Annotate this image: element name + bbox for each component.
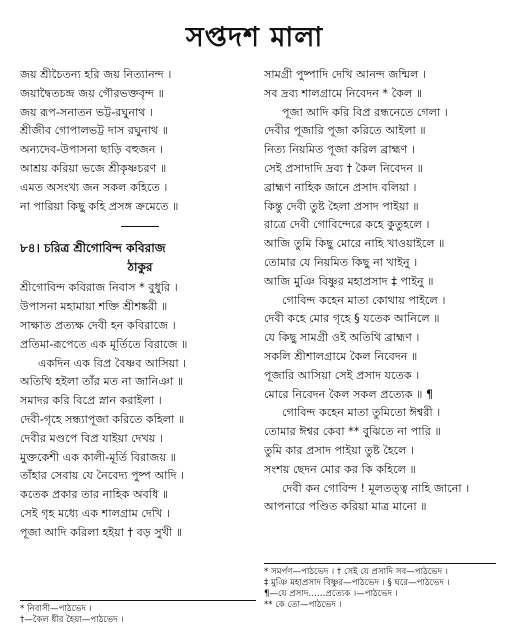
verse-line: দেবী কন গোবিন্দ ! মূলতত্ত্ব নাহি জানো । xyxy=(282,481,470,495)
verse-line: অতিথি হইলা তাঁর মত না জানিঞা ॥ xyxy=(20,375,184,389)
verse-line: সেই গৃহ মধ্যে এক শালগ্রাম দেখি । xyxy=(20,506,170,520)
verse-line: সকলি শ্রীশালগ্রামে কৈল নিবেদন ॥ xyxy=(264,349,418,363)
footnotes-left xyxy=(20,600,256,626)
verse-line: সব দ্রব্য শালগ্রামে নিবেদন * কৈল ॥ xyxy=(264,86,423,100)
page-title: সপ্তদশ মালা xyxy=(185,22,324,53)
verse-line: আপনারে পণ্ডিত করিয়া মাত্র মানো ॥ xyxy=(264,500,427,514)
verse-line: জয় শ্রীচৈতন্য হরি জয় নিত্যানন্দ । xyxy=(20,68,172,81)
verse-line: অন্যদেব-উপাসনা ছাড়ি বহুজন । xyxy=(20,143,164,157)
verse-line: কিন্তু দেবী তুষ্ট হৈলা প্রসাদ পাইয়া ॥ xyxy=(264,199,419,213)
verse-line: পূজা আদি করি বিপ্র রন্ধনেতে গেলা । xyxy=(282,105,448,119)
section-heading: ৮৪। চরিত্র শ্রীগোবিন্দ কবিরাজ xyxy=(20,241,166,256)
verse-line: সামগ্রী পুষ্পাদি দেখি আনন্দ জন্মিল । xyxy=(264,68,426,81)
footnotes-right xyxy=(264,563,496,611)
verse-line: শ্রীগোবিন্দ কবিরাজ নিবাস * বুধুরি । xyxy=(20,281,178,295)
verse-line: পূজারি আসিয়া সেই প্রসাদ যতেক । xyxy=(264,368,420,382)
verse-line: গোবিন্দ কহেন মাতা তুমিতো ঈশ্বরী । xyxy=(282,406,441,420)
verse-line: মোরে নিবেদন কৈল সকল প্রত্যেক ॥ ¶ xyxy=(264,387,434,401)
footnote: ‡ মুঞি মহাপ্রসাদ বিষ্ণুর—পাঠভেদ । § ঘরে—পাঠভেদ । xyxy=(264,578,450,588)
verse-line: মুক্তকেশী এক কালী-মূর্তি বিরাজয় ॥ xyxy=(20,450,176,464)
verse-line: দেবী-গৃহে সন্ধ্যাপূজা করিতে কহিলা ॥ xyxy=(20,412,185,426)
verse-line: তাঁহার সেবায় যে নৈবেদ্য পুষ্প আদি । xyxy=(20,469,185,483)
verse-line: জয়াদ্বৈতচন্দ্র জয় গৌরভক্তবৃন্দ ॥ xyxy=(20,86,164,100)
verse-line: দেবীর মণ্ডপে বিপ্র যাইয়া দেখয় । xyxy=(20,431,164,445)
verse-line: প্রতিমা-রূপেতে এক মূর্তিতে বিরাজে ॥ xyxy=(20,337,188,351)
verse-line: কতেক প্রকার তার নাহিক অবধি ॥ xyxy=(20,488,169,502)
verse-line: তোমার ঈশ্বর কেবা ** বুঝিতে না পারি ॥ xyxy=(264,425,441,439)
footnote: ** কে তো—পাঠভেদ । xyxy=(264,600,342,610)
verse-line: দেবী কহে মোর গৃহে § যতেক আনিলে ॥ xyxy=(264,312,440,326)
verse-line: এমত অসংখ্য জন সকল কহিতে । xyxy=(20,180,168,194)
verse-line: পূজা আদি করিলা হইয়া † বড় সুখী ॥ xyxy=(20,525,183,539)
verse-line: রাত্রে দেবী গোবিন্দেরে কহে কুতুহলে । xyxy=(264,218,430,232)
verse-line: ব্রাহ্মণ নাহিক জানে প্রসাদ বলিয়া । xyxy=(264,180,417,194)
verse-line: তুমি কার প্রসাদ পাইয়া তুষ্ট হৈলে । xyxy=(264,443,415,457)
left-column xyxy=(20,66,260,543)
verse-line: সেই প্রসাদাদি দ্রব্য † কৈল নিবেদন ॥ xyxy=(264,161,423,175)
verse-line: একদিন এক বিপ্র বৈষ্ণব আসিয়া । xyxy=(38,356,187,370)
footnote: * সমর্পণ—পাঠভেদ । † সেই যে প্রসাদি সব—পাঠভেদ । xyxy=(264,567,448,577)
verse-line: না পারিয়া কিছু কহি প্রসঙ্গ ক্রমেতে ॥ xyxy=(20,199,179,213)
verse-line: নিত্য নিয়মিত পূজা করিল ব্রাহ্মণ । xyxy=(264,143,415,157)
verse-line: তোমার যে নিয়মিত কিছু না খাইনু । xyxy=(264,255,418,269)
verse-line: উপাসনা মহামায়া শক্তি শ্রীশঙ্করী ॥ xyxy=(20,300,168,314)
verse-line: দেবীর পূজারি পূজা করিতে আইলা ॥ xyxy=(264,124,426,138)
verse-line: আজি তুমি কিছু মোরে নাহি খাওয়াইলে ॥ xyxy=(264,237,445,251)
verse-line: আশ্রয় করিয়া ভজে শ্রীকৃষ্ণচরণ ॥ xyxy=(20,161,167,175)
footnote: * নিবাসী—পাঠভেদ । xyxy=(20,604,92,614)
footnote: ¶—যে প্রসাদ……প্রত্যেক ।—পাঠভেদ । xyxy=(264,589,398,599)
verse-line: শ্রীজীব গোপালভট্ট দাস রঘুনাথ ॥ xyxy=(20,124,169,138)
verse-line: সমাদর করি বিপ্রে স্নান করাইলা । xyxy=(20,394,162,408)
verse-line: আজি মুঞি বিষ্ণুর মহাপ্রসাদ ‡ পাইনু ॥ xyxy=(264,274,434,288)
section-divider xyxy=(121,226,159,227)
verse-line: গোবিন্দ কহেন মাতা কোথায় পাইলে । xyxy=(282,293,446,307)
verse-line: সাক্ষাত প্রত্যক্ষ দেবী হন কবিরাজে । xyxy=(20,318,176,332)
footnote: †—কৈল ধীর হৈয়া—পাঠভেদ । xyxy=(20,615,124,625)
verse-line: যে কিছু সামগ্রী ওই অতিথি ব্রাহ্মণ । xyxy=(264,331,420,345)
verse-line: জয় রূপ-সনাতন ভট্ট-রঘুনাথ । xyxy=(20,105,154,119)
section-heading-continued: ঠাকুর xyxy=(127,260,153,275)
verse-line: সংশয় ছেদন মোর কর কি কহিলে ॥ xyxy=(264,462,416,476)
right-column xyxy=(264,66,496,517)
